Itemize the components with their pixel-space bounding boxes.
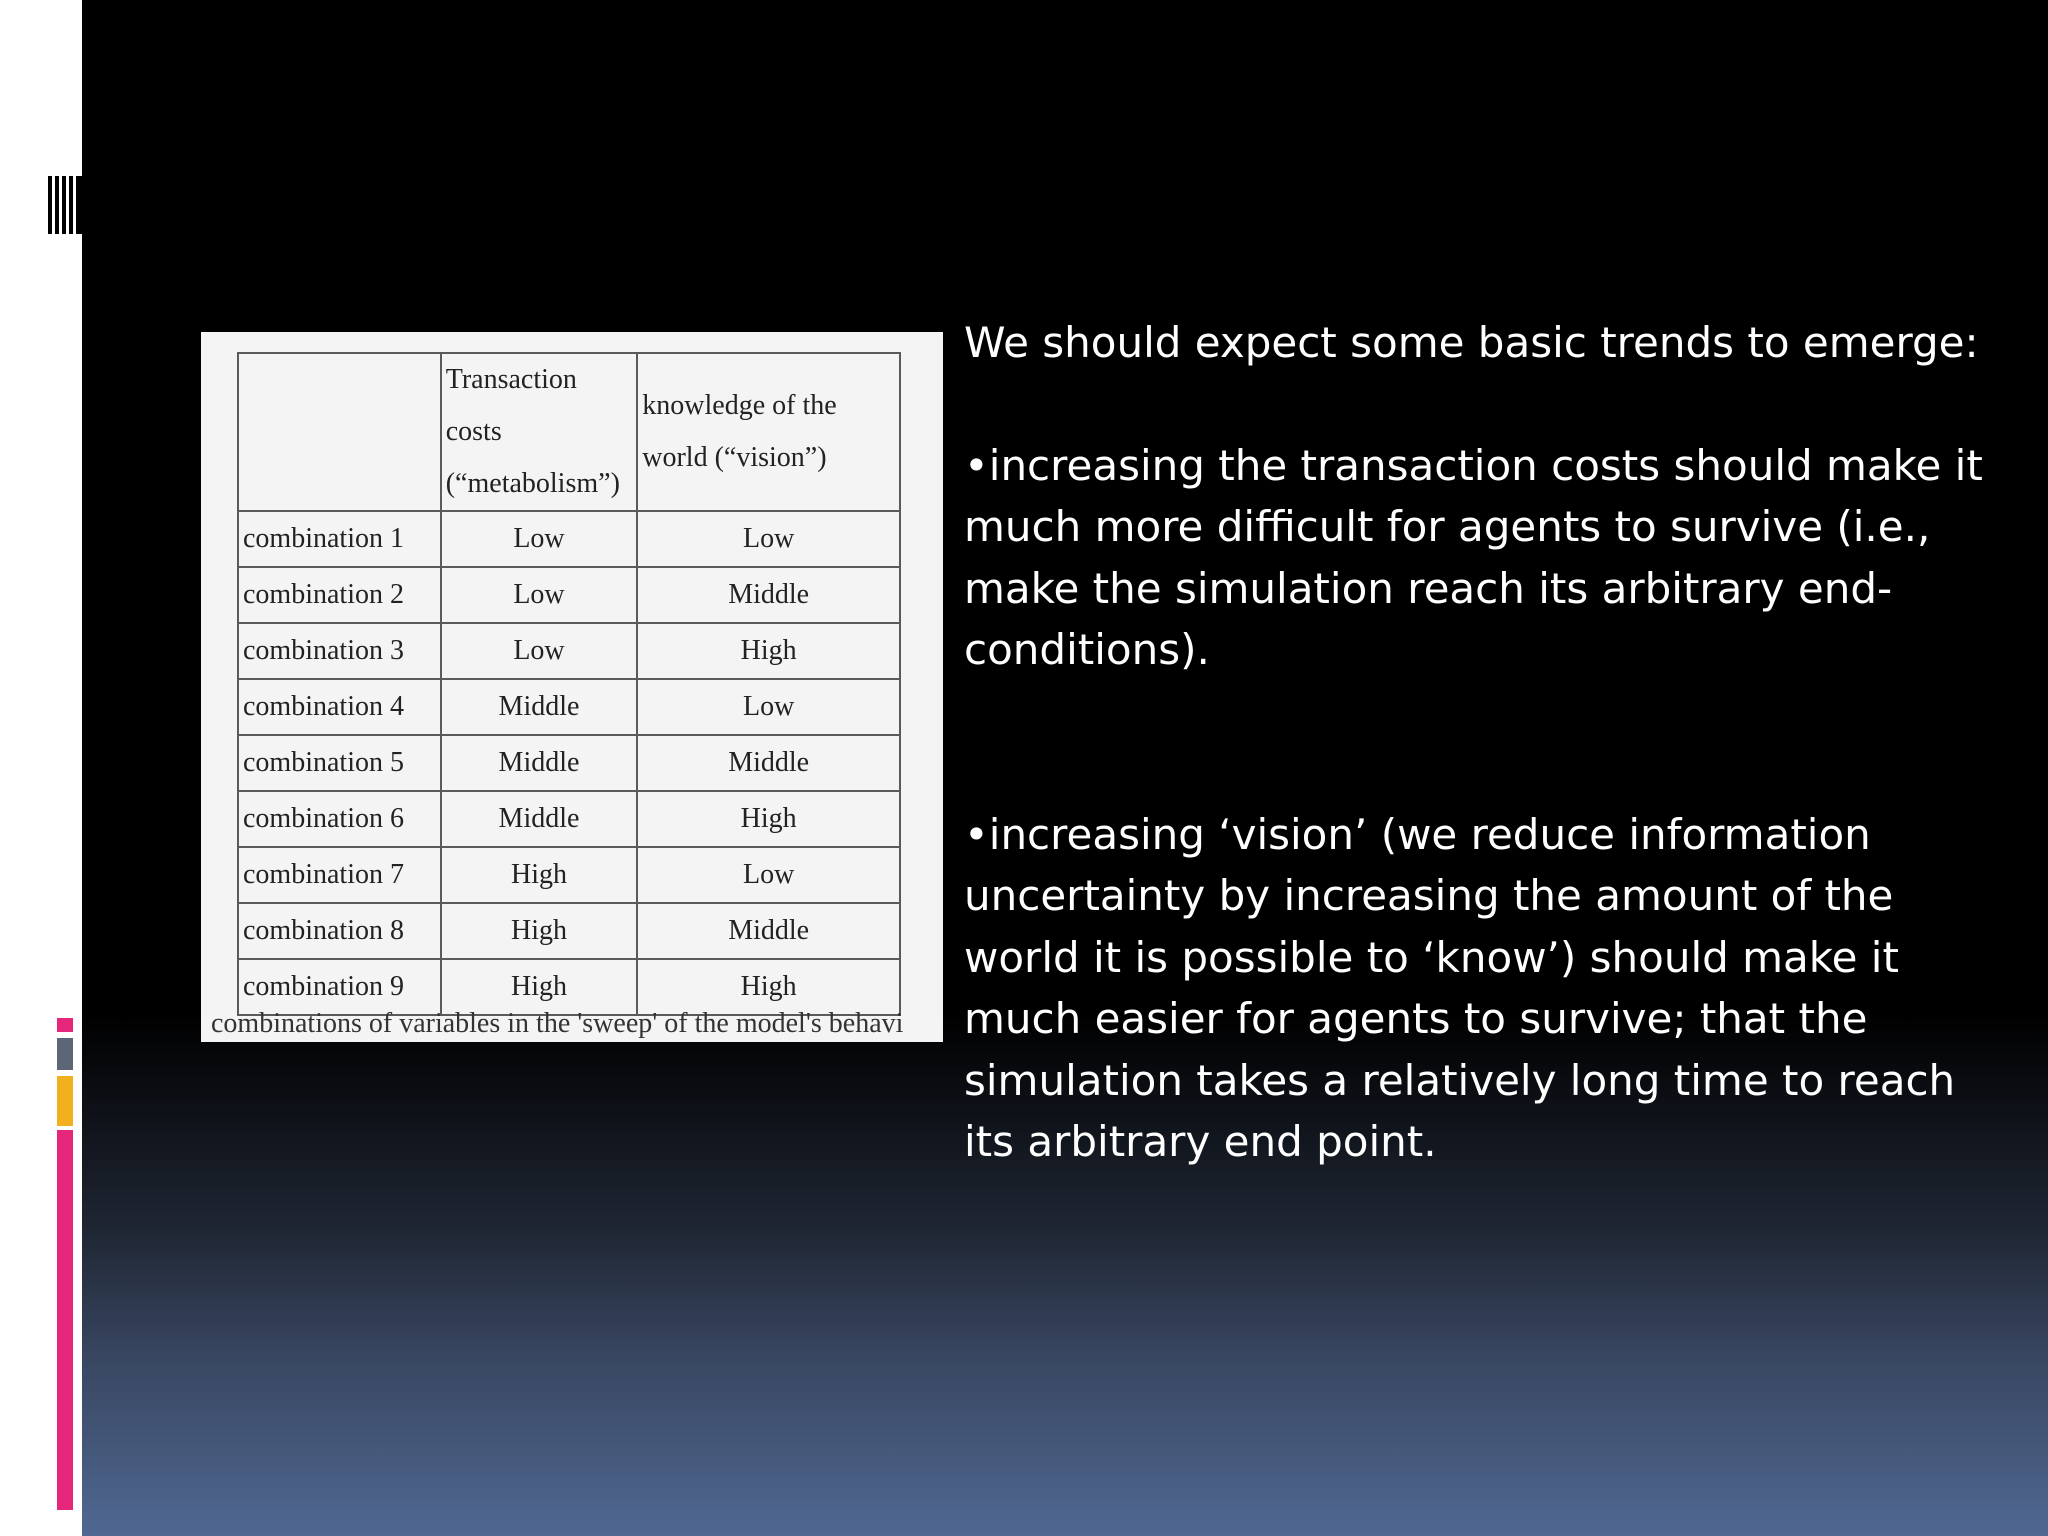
row-label: combination 3 xyxy=(238,623,441,679)
row-label: combination 1 xyxy=(238,511,441,567)
vision-value: Low xyxy=(637,511,900,567)
table-row xyxy=(238,847,900,903)
vision-value: Low xyxy=(637,679,900,735)
header-metabolism: Transaction costs (“metabolism”) xyxy=(441,353,638,511)
table-header-row xyxy=(238,353,900,511)
metabolism-value: Low xyxy=(441,511,638,567)
deco-bar xyxy=(55,176,59,234)
table-row xyxy=(238,791,900,847)
vision-value: High xyxy=(637,623,900,679)
vision-value: Low xyxy=(637,847,900,903)
row-label: combination 8 xyxy=(238,903,441,959)
header-vision: knowledge of the world (“vision”) xyxy=(637,353,900,511)
slide-text xyxy=(964,312,1994,1173)
table-row xyxy=(238,735,900,791)
accent-bar-pink-long xyxy=(57,1130,73,1510)
row-label: combination 2 xyxy=(238,567,441,623)
table-image xyxy=(201,332,943,1042)
metabolism-value: High xyxy=(441,903,638,959)
table-row xyxy=(238,679,900,735)
vision-value: Middle xyxy=(637,567,900,623)
table-row xyxy=(238,623,900,679)
deco-bar xyxy=(48,176,52,234)
table-row xyxy=(238,903,900,959)
deco-bar xyxy=(76,176,82,234)
bullet-transaction-costs: •increasing the transaction costs should make it much more difficult for agents to survive (i.e., make the simulation reach its arbitrary end-conditions). xyxy=(964,440,1983,674)
deco-bar xyxy=(69,176,73,234)
accent-bar-yellow xyxy=(57,1076,73,1126)
table-row xyxy=(238,567,900,623)
accent-bar-gray xyxy=(57,1038,73,1070)
metabolism-value: Low xyxy=(441,567,638,623)
metabolism-value: High xyxy=(441,959,638,1015)
deco-bar xyxy=(62,176,66,234)
accent-bar-pink xyxy=(57,1018,73,1032)
vision-value: High xyxy=(637,959,900,1015)
vision-value: High xyxy=(637,791,900,847)
table-caption-fragment xyxy=(201,1008,943,1042)
table-row xyxy=(238,511,900,567)
metabolism-value: Middle xyxy=(441,791,638,847)
row-label: combination 4 xyxy=(238,679,441,735)
metabolism-value: Middle xyxy=(441,679,638,735)
metabolism-value: High xyxy=(441,847,638,903)
caption-text: combinations of variables in the 'sweep' of the model's behavi xyxy=(211,1008,904,1039)
metabolism-value: Low xyxy=(441,623,638,679)
combinations-table xyxy=(237,352,901,1016)
header-blank xyxy=(238,353,441,511)
vision-value: Middle xyxy=(637,903,900,959)
row-label: combination 6 xyxy=(238,791,441,847)
table-row xyxy=(238,959,900,1015)
bullet-vision: •increasing ‘vision’ (we reduce information uncertainty by increasing the amount of the world it is possible to ‘know’) should make it much easier for agents to survive; that the simulation takes a relatively long time to reach its arbitrary end point. xyxy=(964,809,1956,1166)
row-label: combination 7 xyxy=(238,847,441,903)
row-label: combination 5 xyxy=(238,735,441,791)
vision-value: Middle xyxy=(637,735,900,791)
metabolism-value: Middle xyxy=(441,735,638,791)
row-label: combination 9 xyxy=(238,959,441,1015)
intro-text: We should expect some basic trends to emerge: xyxy=(964,318,1979,367)
